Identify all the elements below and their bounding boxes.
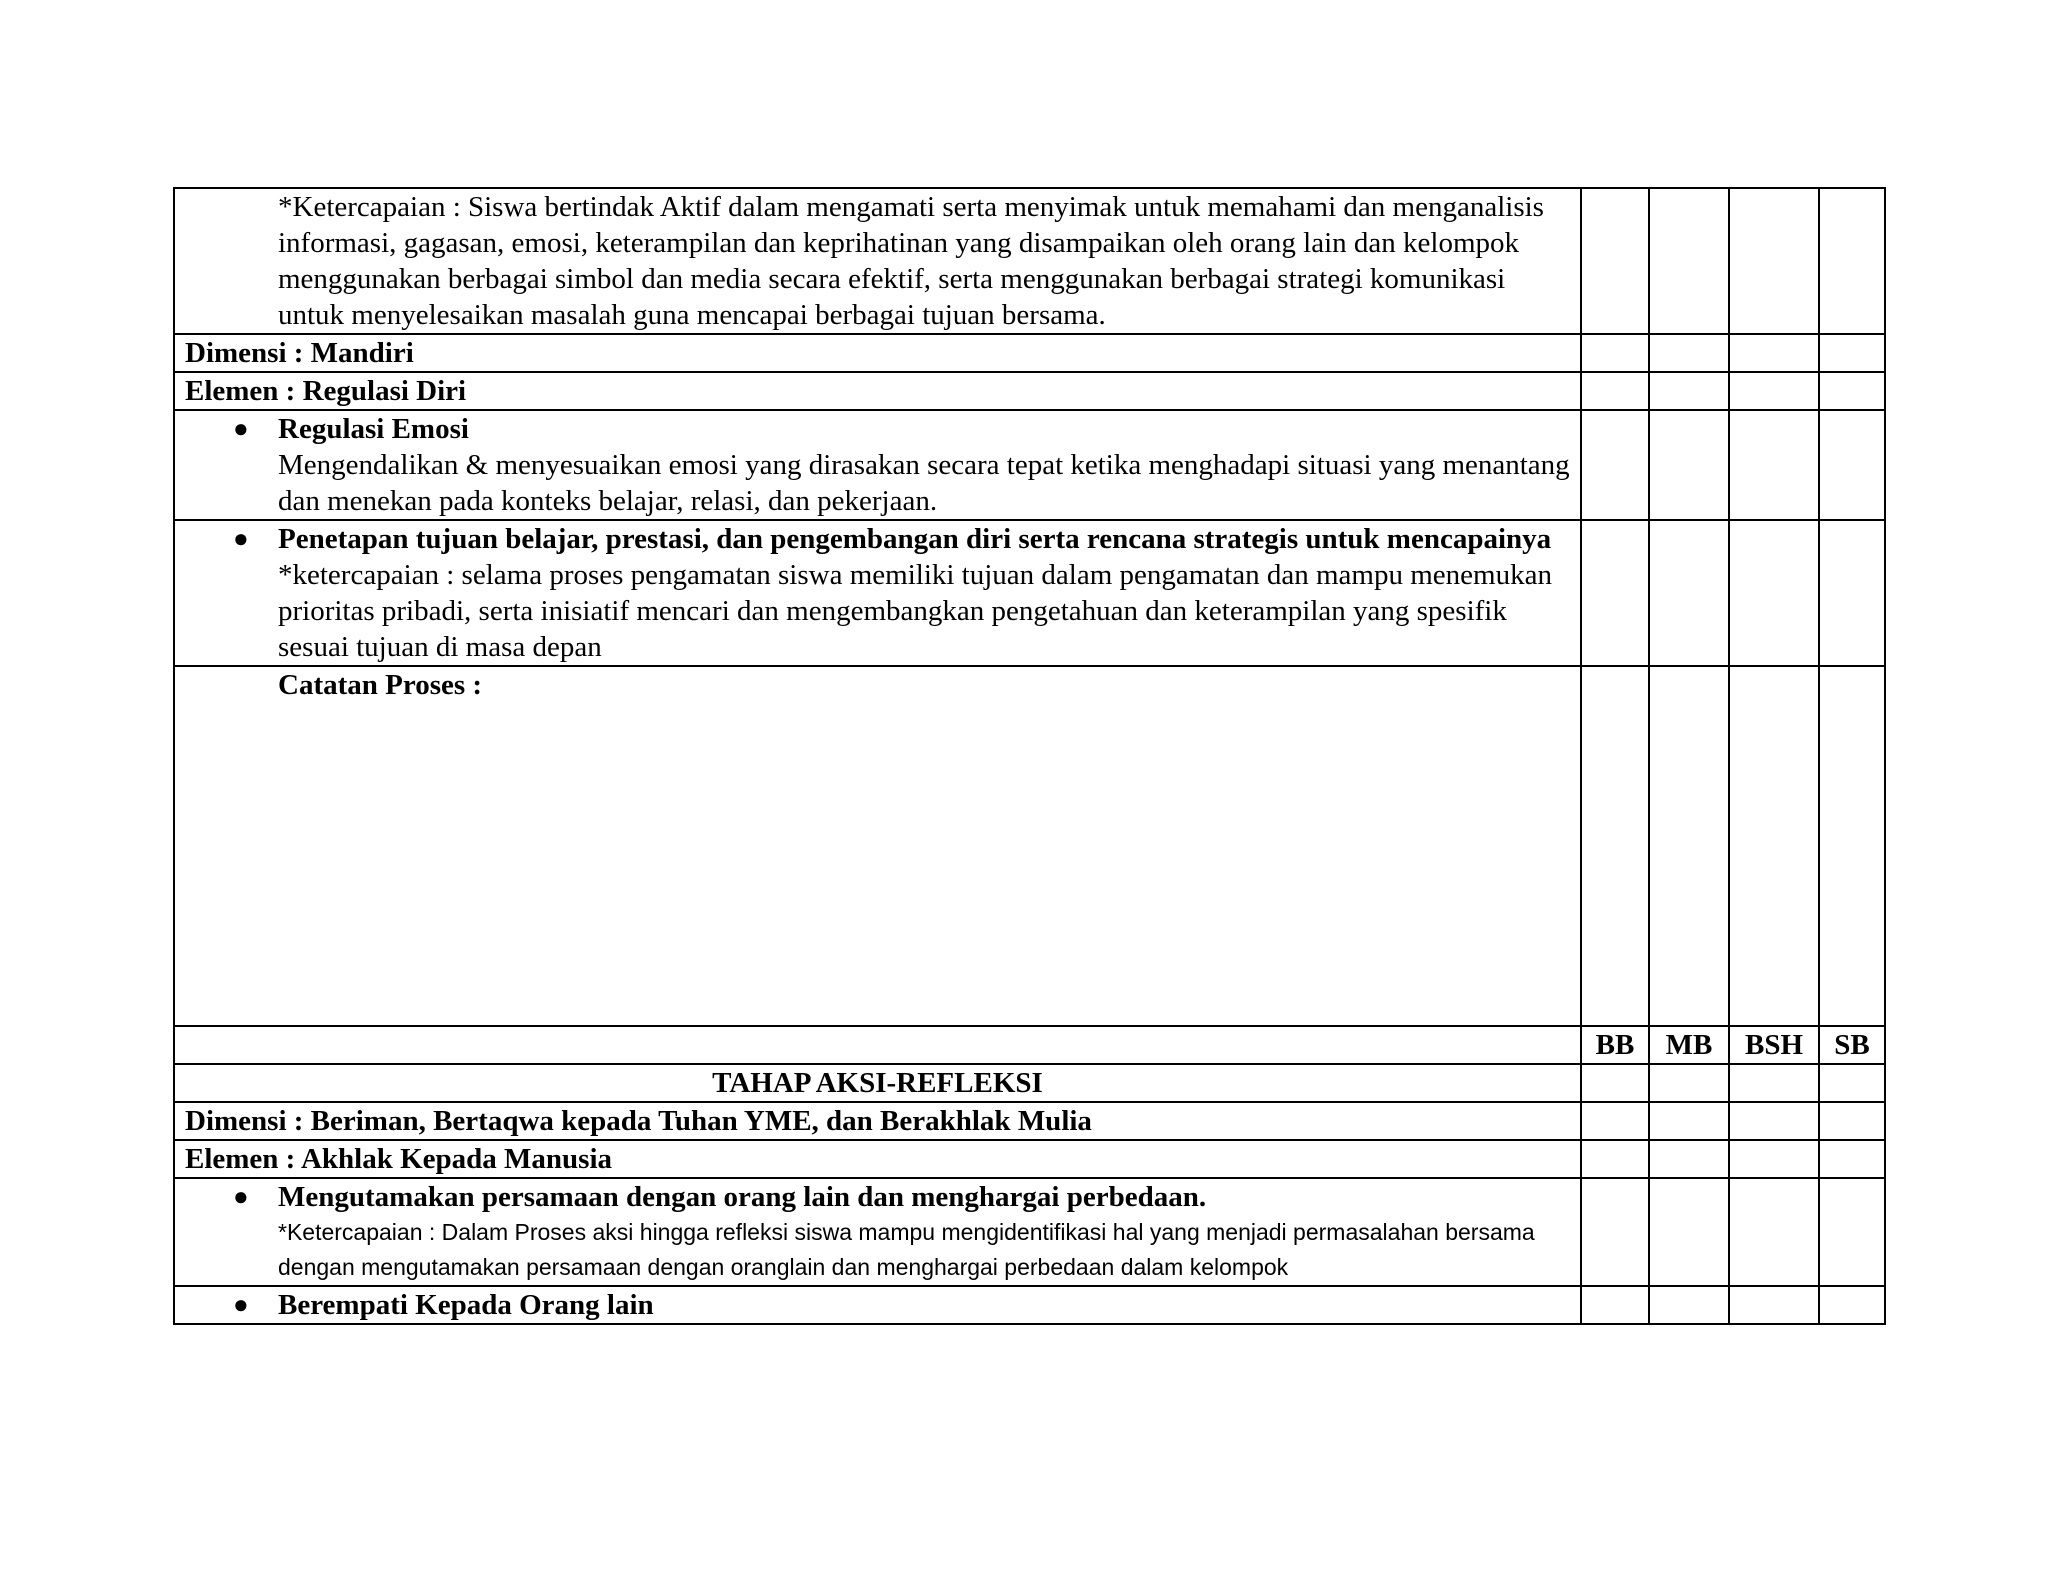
score-cell-bsh[interactable] xyxy=(1729,520,1819,666)
score-cell-mb[interactable] xyxy=(1649,520,1729,666)
score-cell-bb[interactable] xyxy=(1581,1140,1649,1178)
scale-header-empty-cell xyxy=(174,1026,1581,1064)
score-cell-bsh[interactable] xyxy=(1729,1286,1819,1324)
scale-header-bsh: BSH xyxy=(1729,1026,1819,1064)
score-cell-bb[interactable] xyxy=(1581,410,1649,520)
rubric-row-dimensi-beriman xyxy=(174,1102,1885,1140)
score-cell-bsh[interactable] xyxy=(1729,1140,1819,1178)
rubric-row-elemen-akhlak xyxy=(174,1140,1885,1178)
score-cell-sb[interactable] xyxy=(1819,1140,1885,1178)
score-cell-mb[interactable] xyxy=(1649,1140,1729,1178)
penetapan-tujuan-desc: *ketercapaian : selama proses pengamatan siswa memiliki tujuan dalam pengamatan dan mampu menemukan prioritas pribadi, serta inisiatif mencari dan mengembangkan pengetahuan dan keterampilan yang spesifik sesuai tujuan di masa depan xyxy=(278,559,1552,663)
dimensi-beriman-label: Dimensi : Beriman, Bertaqwa kepada Tuhan YME, dan Berakhlak Mulia xyxy=(174,1102,1581,1140)
bullet-icon: ● xyxy=(233,414,249,443)
regulasi-emosi-desc: Mengendalikan & menyesuaikan emosi yang dirasakan secara tepat ketika menghadapi situasi yang menantang dan menekan pada konteks belajar, relasi, dan pekerjaan. xyxy=(278,449,1570,517)
score-cell-sb[interactable] xyxy=(1819,520,1885,666)
score-cell-bb[interactable] xyxy=(1581,1064,1649,1102)
rubric-cell-text xyxy=(174,1178,1581,1286)
scale-header-bb: BB xyxy=(1581,1026,1649,1064)
score-cell-bb[interactable] xyxy=(1581,372,1649,410)
score-cell-bsh[interactable] xyxy=(1729,188,1819,334)
score-cell-bb[interactable] xyxy=(1581,1286,1649,1324)
score-cell-bb[interactable] xyxy=(1581,334,1649,372)
bullet-icon: ● xyxy=(233,1182,249,1211)
catatan-proses-label[interactable]: Catatan Proses : xyxy=(174,666,1581,1026)
score-cell-sb[interactable] xyxy=(1819,1178,1885,1286)
score-cell-sb[interactable] xyxy=(1819,372,1885,410)
score-cell-mb[interactable] xyxy=(1649,1178,1729,1286)
scale-header-sb: SB xyxy=(1819,1026,1885,1064)
score-cell-bsh[interactable] xyxy=(1729,410,1819,520)
score-cell-sb[interactable] xyxy=(1819,1064,1885,1102)
rubric-scale-header-row xyxy=(174,1026,1885,1064)
score-cell-mb[interactable] xyxy=(1649,1102,1729,1140)
score-cell-bsh[interactable] xyxy=(1729,1064,1819,1102)
rubric-row-dimensi-mandiri xyxy=(174,334,1885,372)
score-cell-sb[interactable] xyxy=(1819,1286,1885,1324)
score-cell-mb[interactable] xyxy=(1649,666,1729,1026)
berempati-title: Berempati Kepada Orang lain xyxy=(278,1289,654,1321)
score-cell-sb[interactable] xyxy=(1819,666,1885,1026)
score-cell-mb[interactable] xyxy=(1649,372,1729,410)
score-cell-bb[interactable] xyxy=(1581,520,1649,666)
score-cell-bb[interactable] xyxy=(1581,666,1649,1026)
rubric-row-catatan-proses xyxy=(174,666,1885,1026)
scale-header-mb: MB xyxy=(1649,1026,1729,1064)
score-cell-sb[interactable] xyxy=(1819,188,1885,334)
rubric-cell-text xyxy=(174,410,1581,520)
rubric-row-tahap-aksi-refleksi xyxy=(174,1064,1885,1102)
mengutamakan-persamaan-desc: *Ketercapaian : Dalam Proses aksi hingga refleksi siswa mampu mengidentifikasi hal yang menjadi permasalahan bersama dengan mengutamakan persamaan dengan oranglain dan menghargai perbedaan dalam kelompok xyxy=(278,1219,1535,1280)
score-cell-bb[interactable] xyxy=(1581,1178,1649,1286)
score-cell-bsh[interactable] xyxy=(1729,1178,1819,1286)
elemen-regulasi-label: Elemen : Regulasi Diri xyxy=(174,372,1581,410)
dimensi-mandiri-label: Dimensi : Mandiri xyxy=(174,334,1581,372)
rubric-row-penetapan-tujuan xyxy=(174,520,1885,666)
score-cell-bsh[interactable] xyxy=(1729,1102,1819,1140)
rubric-row-ketercapaian-komunikasi xyxy=(174,188,1885,334)
rubric-cell-text xyxy=(174,188,1581,334)
score-cell-bsh[interactable] xyxy=(1729,372,1819,410)
score-cell-mb[interactable] xyxy=(1649,410,1729,520)
score-cell-mb[interactable] xyxy=(1649,188,1729,334)
bullet-icon: ● xyxy=(233,1290,249,1319)
regulasi-emosi-title: Regulasi Emosi xyxy=(278,413,469,445)
ketercapaian-komunikasi-text: *Ketercapaian : Siswa bertindak Aktif dalam mengamati serta menyimak untuk memahami dan menganalisis informasi, gagasan, emosi, keterampilan dan keprihatinan yang disampaikan oleh orang lain dan kelompok menggunakan berbagai simbol dan media secara efektif, serta menggunakan berbagai strategi komunikasi untuk menyelesaikan masalah guna mencapai berbagai tujuan bersama. xyxy=(278,191,1544,331)
score-cell-bsh[interactable] xyxy=(1729,334,1819,372)
mengutamakan-persamaan-title: Mengutamakan persamaan dengan orang lain dan menghargai perbedaan. xyxy=(278,1181,1207,1213)
score-cell-mb[interactable] xyxy=(1649,1064,1729,1102)
score-cell-mb[interactable] xyxy=(1649,1286,1729,1324)
score-cell-bb[interactable] xyxy=(1581,188,1649,334)
score-cell-bb[interactable] xyxy=(1581,1102,1649,1140)
score-cell-sb[interactable] xyxy=(1819,410,1885,520)
rubric-cell-text xyxy=(174,1286,1581,1324)
score-cell-bsh[interactable] xyxy=(1729,666,1819,1026)
rubric-cell-text xyxy=(174,520,1581,666)
score-cell-sb[interactable] xyxy=(1819,334,1885,372)
penetapan-tujuan-title: Penetapan tujuan belajar, prestasi, dan pengembangan diri serta rencana strategis untuk mencapainya xyxy=(278,523,1552,555)
bullet-icon: ● xyxy=(233,524,249,553)
assessment-rubric-table xyxy=(173,187,1886,1325)
rubric-row-mengutamakan-persamaan xyxy=(174,1178,1885,1286)
elemen-akhlak-label: Elemen : Akhlak Kepada Manusia xyxy=(174,1140,1581,1178)
score-cell-sb[interactable] xyxy=(1819,1102,1885,1140)
rubric-row-berempati xyxy=(174,1286,1885,1324)
score-cell-mb[interactable] xyxy=(1649,334,1729,372)
rubric-row-elemen-regulasi xyxy=(174,372,1885,410)
rubric-row-regulasi-emosi xyxy=(174,410,1885,520)
tahap-aksi-refleksi-heading: TAHAP AKSI-REFLEKSI xyxy=(174,1064,1581,1102)
